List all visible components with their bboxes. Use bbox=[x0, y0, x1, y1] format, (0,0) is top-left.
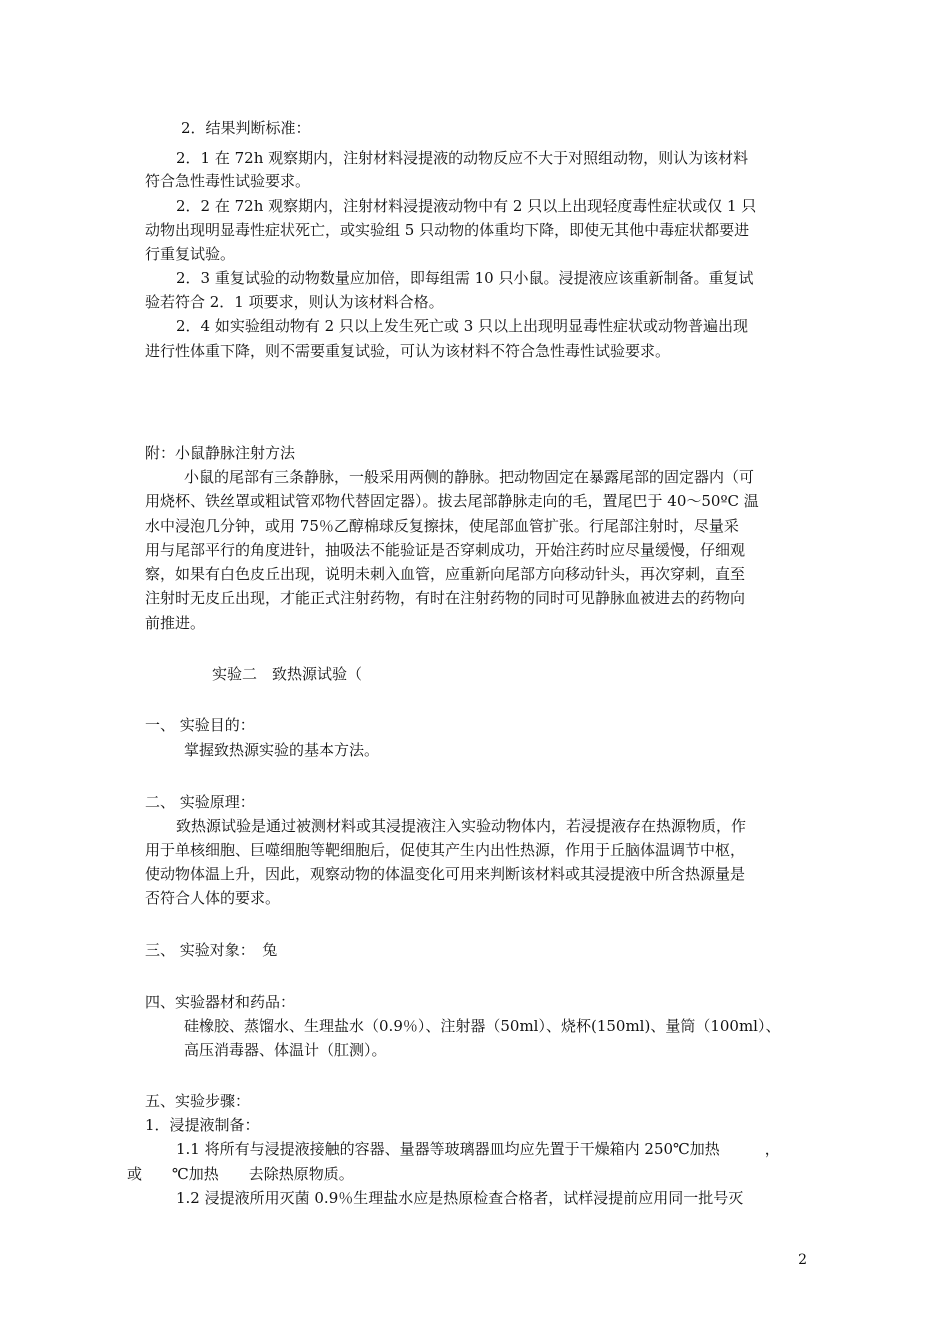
paragraph-line: 或 ℃加热 去除热原物质。 bbox=[127, 1165, 354, 1183]
section-heading-steps: 五、实验步骤： bbox=[145, 1092, 251, 1110]
appendix-heading: 附：小鼠静脉注射方法 bbox=[145, 444, 296, 462]
paragraph-line: 硅橡胶、蒸馏水、生理盐水（0.9％）、注射器（50ml）、烧杯(150ml)、量筒（100ml）、 bbox=[184, 1017, 781, 1035]
paragraph-line: 前推进。 bbox=[145, 614, 206, 632]
paragraph-line: 水中浸泡几分钟，或用 75％乙醇棉球反复擦抹，使尾部血管扩张。行尾部注射时，尽量采 bbox=[145, 517, 739, 535]
paragraph-line: 用与尾部平行的角度进针，抽吸法不能验证是否穿刺成功，开始注药时应尽量缓慢，仔细观 bbox=[145, 541, 746, 559]
paragraph-line: 1.1 将所有与浸提液接触的容器、量器等玻璃器皿均应先置于干燥箱内 250℃加热 ， bbox=[176, 1140, 780, 1158]
paragraph-line: 用于单核细胞、巨噬细胞等靶细胞后，促使其产生内出性热源，作用于丘脑体温调节中枢， bbox=[145, 841, 746, 859]
paragraph-line: 使动物体温上升，因此，观察动物的体温变化可用来判断该材料或其浸提液中所含热源量是 bbox=[145, 865, 746, 883]
paragraph-line: 1.2 浸提液所用灭菌 0.9％生理盐水应是热原检查合格者，试样浸提前应用同一批号灭 bbox=[176, 1189, 744, 1207]
paragraph-line: 进行性体重下降，则不需要重复试验，可认为该材料不符合急性毒性试验要求。 bbox=[145, 342, 671, 360]
section-heading-subject: 三、 实验对象： 兔 bbox=[145, 941, 278, 959]
paragraph-line: 2．2 在 72h 观察期内，注射材料浸提液动物中有 2 只以上出现轻度毒性症状或仅 1 只 bbox=[176, 197, 757, 215]
paragraph-line: 验若符合 2．1 项要求，则认为该材料合格。 bbox=[145, 293, 444, 311]
experiment-title: 实验二 致热源试验（ bbox=[212, 665, 363, 683]
paragraph-line: 小鼠的尾部有三条静脉，一般采用两侧的静脉。把动物固定在暴露尾部的固定器内（可 bbox=[184, 468, 755, 486]
paragraph-line: 掌握致热源实验的基本方法。 bbox=[184, 741, 380, 759]
paragraph-line: 注射时无皮丘出现，才能正式注射药物，有时在注射药物的同时可见静脉血被进去的药物向 bbox=[145, 589, 746, 607]
paragraph-line: 2．3 重复试验的动物数量应加倍，即每组需 10 只小鼠。浸提液应该重新制备。重复试 bbox=[176, 269, 754, 287]
page-number: 2 bbox=[798, 1252, 807, 1268]
paragraph-line: 2．1 在 72h 观察期内，注射材料浸提液的动物反应不大于对照组动物，则认为该材料 bbox=[176, 149, 749, 167]
paragraph-line: 致热源试验是通过被测材料或其浸提液注入实验动物体内，若浸提液存在热源物质，作 bbox=[176, 817, 747, 835]
paragraph-line: 察，如果有白色皮丘出现，说明未刺入血管，应重新向尾部方向移动针头，再次穿刺，直至 bbox=[145, 565, 746, 583]
paragraph-line: 高压消毒器、体温计（肛测）。 bbox=[184, 1041, 387, 1059]
paragraph-line: 符合急性毒性试验要求。 bbox=[145, 172, 311, 190]
section-heading-materials: 四、实验器材和药品： bbox=[145, 993, 296, 1011]
section-heading-purpose: 一、 实验目的： bbox=[145, 716, 255, 734]
paragraph-line: 2．4 如实验组动物有 2 只以上发生死亡或 3 只以上出现明显毒性症状或动物普遍出现 bbox=[176, 317, 749, 335]
heading-result-criteria: 2．结果判断标准： bbox=[181, 119, 311, 137]
paragraph-line: 行重复试验。 bbox=[145, 245, 236, 263]
section-heading-principle: 二、 实验原理： bbox=[145, 793, 255, 811]
paragraph-line: 动物出现明显毒性症状死亡，或实验组 5 只动物的体重均下降，即使无其他中毒症状都要进 bbox=[145, 221, 750, 239]
paragraph-line: 用烧杯、铁丝罩或粗试管邓物代替固定器）。拔去尾部静脉走向的毛，置尾巴于 40～50ºC 温 bbox=[145, 492, 759, 510]
paragraph-line: 否符合人体的要求。 bbox=[145, 889, 281, 907]
step-heading: 1．浸提液制备： bbox=[145, 1116, 260, 1134]
